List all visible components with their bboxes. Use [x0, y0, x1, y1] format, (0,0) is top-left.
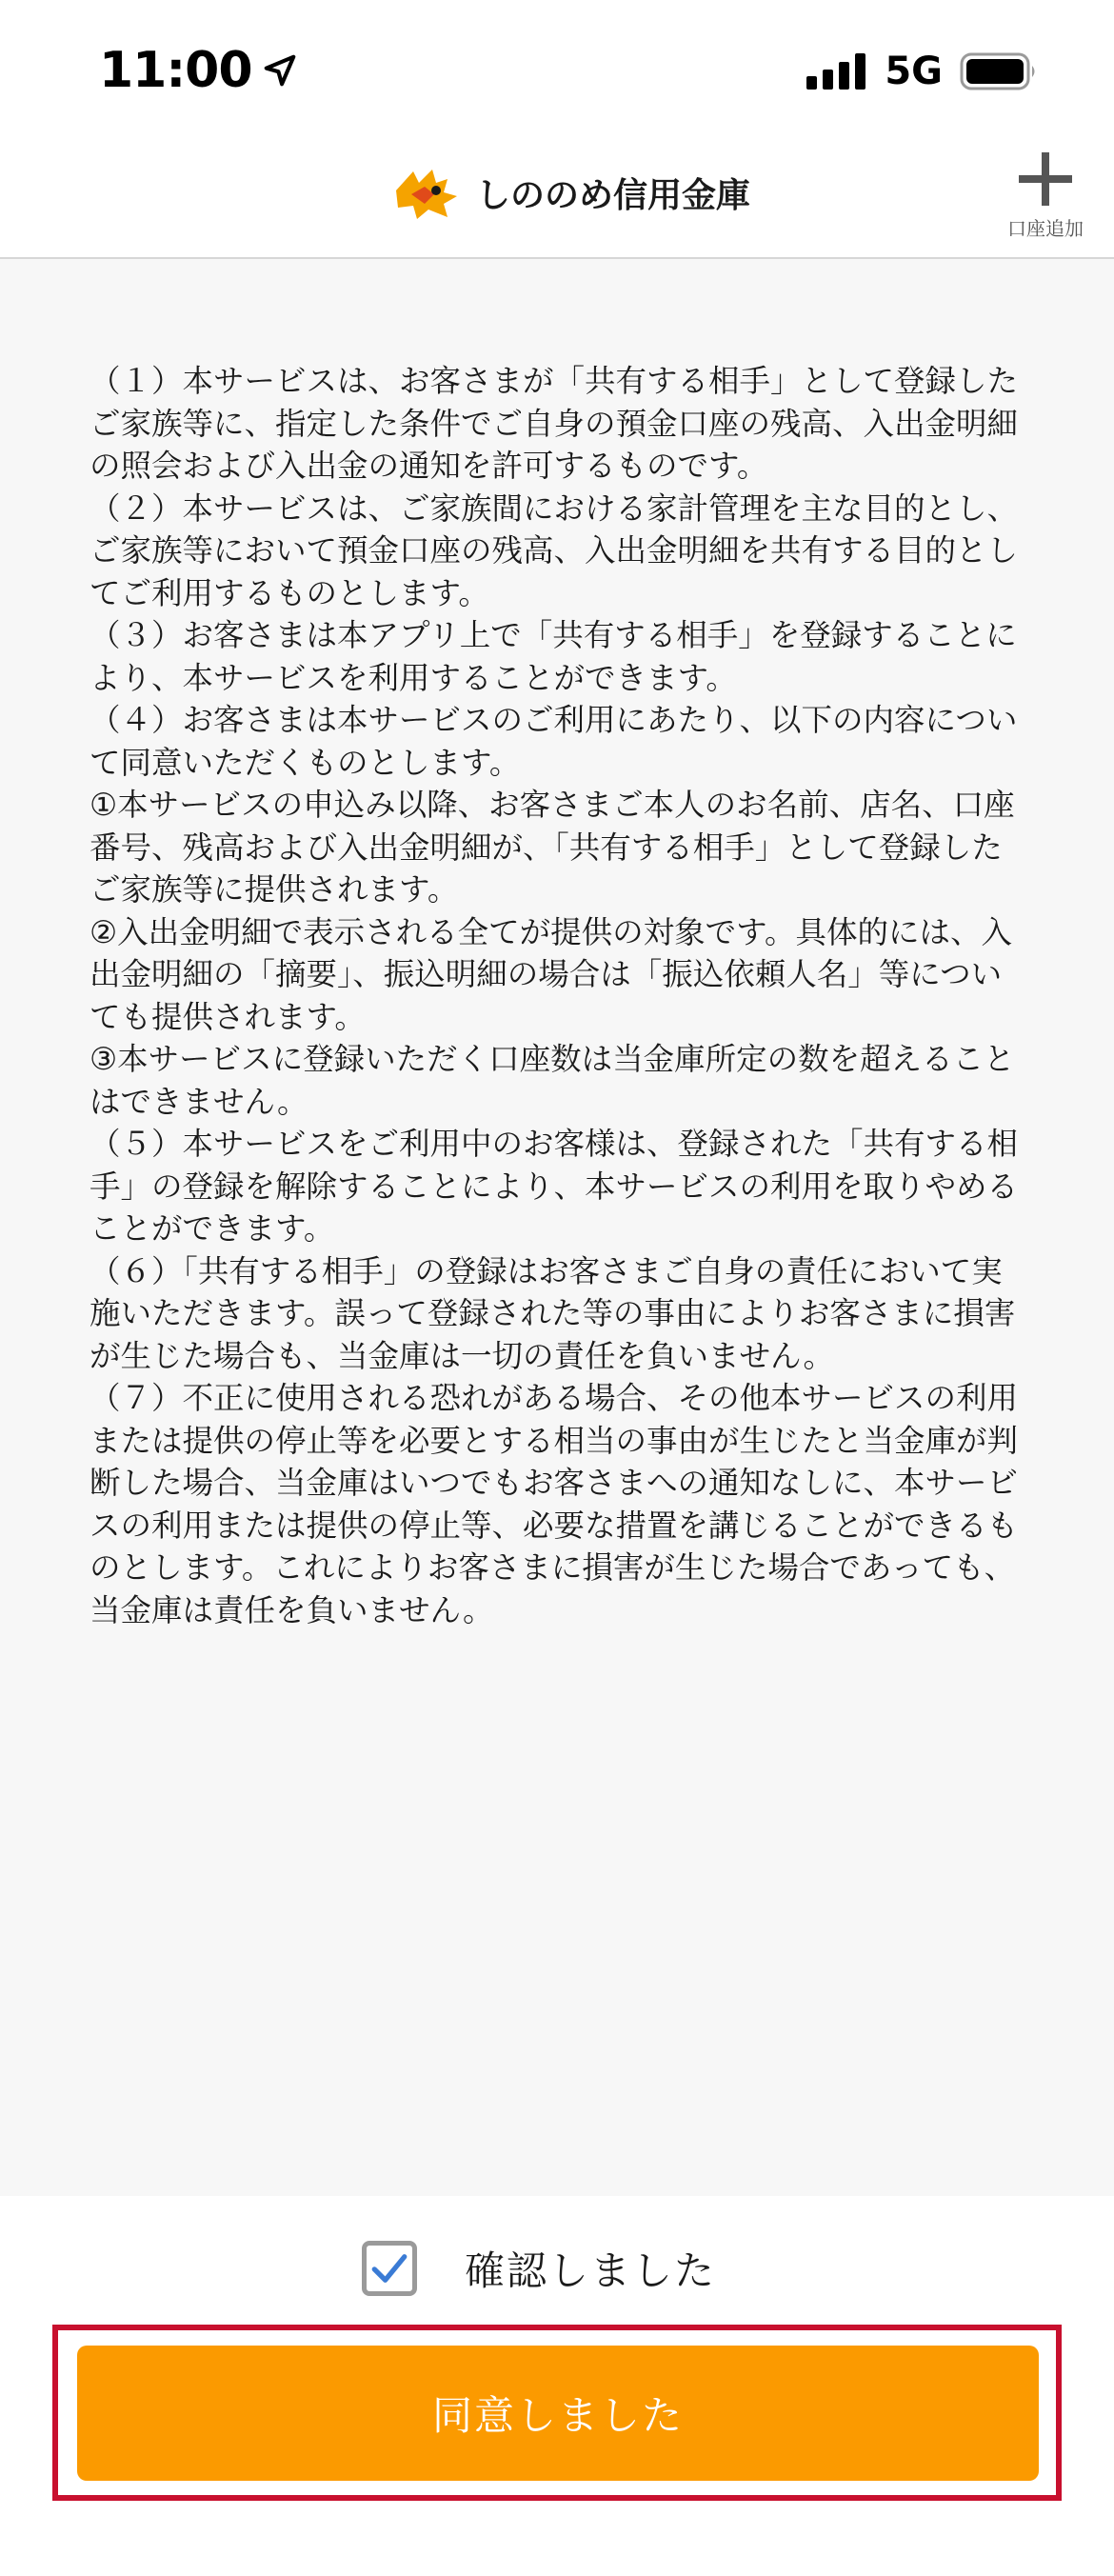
status-time — [99, 42, 298, 99]
terms-paragraph: ③本サービスに登録いただく口座数は当金庫所定の数を超えることはできません。 — [90, 1041, 1015, 1120]
shinonome-logo-icon — [390, 162, 467, 223]
confirm-label: 確認しました — [465, 2247, 717, 2294]
add-account-button[interactable] — [998, 149, 1093, 253]
terms-paragraph: （５）本サービスをご利用中のお客様は、登録された「共有する相手」の登録を解除することにより、本サービスの利用を取りやめることができます。 — [90, 1126, 1019, 1247]
terms-paragraph: ②入出金明細で表示される全てが提供の対象です。具体的には、入出金明細の「摘要」、振込明細の場合は「振込依頼人名」等についても提供されます。 — [90, 913, 1013, 1035]
terms-content-area[interactable] — [0, 259, 1114, 2196]
terms-paragraph: ①本サービスの申込み以降、お客さまご本人のお名前、店名、口座番号、残高および入出金明細が、「共有する相手」として登録したご家族等に提供されます。 — [90, 787, 1015, 908]
status-indicators — [806, 50, 1038, 93]
brand-name: しののめ信用金庫 — [476, 175, 751, 215]
confirm-checkbox[interactable] — [362, 2241, 417, 2296]
signal-bars-icon — [806, 53, 867, 90]
add-account-label: 口座追加 — [1007, 217, 1084, 240]
agree-button[interactable]: 同意しました — [77, 2346, 1039, 2481]
network-type: 5G — [885, 50, 943, 93]
terms-paragraph: （７）不正に使用される恐れがある場合、その他本サービスの利用または提供の停止等を必要とする相当の事由が生じたと当金庫が判断した場合、当金庫はいつでもお客さまへの通知なしに、本サービスの利用または提供の停止等、必要な措置を講じることができるものとします。これによりお客さまに損害が生じた場合であっても、当金庫は責任を負いません。 — [90, 1380, 1019, 1628]
confirm-checkbox-row[interactable] — [362, 2240, 716, 2297]
terms-paragraph: （１）本サービスは、お客さまが「共有する相手」として登録したご家族等に、指定した条件でご自身の預金口座の残高、入出金明細の照会および入出金の通知を許可するものです。 — [90, 363, 1019, 484]
brand-logo — [390, 162, 750, 223]
status-time-text: 11:00 — [99, 42, 252, 99]
checkmark-icon — [369, 2248, 409, 2288]
terms-paragraph: （２）本サービスは、ご家族間における家計管理を主な目的とし、ご家族等において預金口座の残高、入出金明細を共有する目的としてご利用するものとします。 — [90, 489, 1019, 611]
battery-icon — [960, 52, 1038, 90]
status-bar — [0, 0, 1114, 143]
terms-paragraph: （３）お客さまは本アプリ上で「共有する相手」を登録することにより、本サービスを利用することができます。 — [90, 617, 1017, 696]
terms-paragraph: （６）「共有する相手」の登録はお客さまご自身の責任において実施いただきます。誤って登録された等の事由によりお客さまに損害が生じた場合も、当金庫は一切の責任を負いません。 — [90, 1252, 1016, 1374]
terms-paragraph: （４）お客さまは本サービスのご利用にあたり、以下の内容について同意いただくものとします。 — [90, 702, 1018, 781]
terms-text — [90, 360, 1032, 1631]
app-header — [0, 143, 1114, 259]
agree-button-highlight — [52, 2325, 1062, 2501]
plus-icon — [1015, 149, 1076, 210]
bottom-action-area — [0, 2196, 1114, 2576]
location-arrow-icon — [262, 52, 298, 89]
